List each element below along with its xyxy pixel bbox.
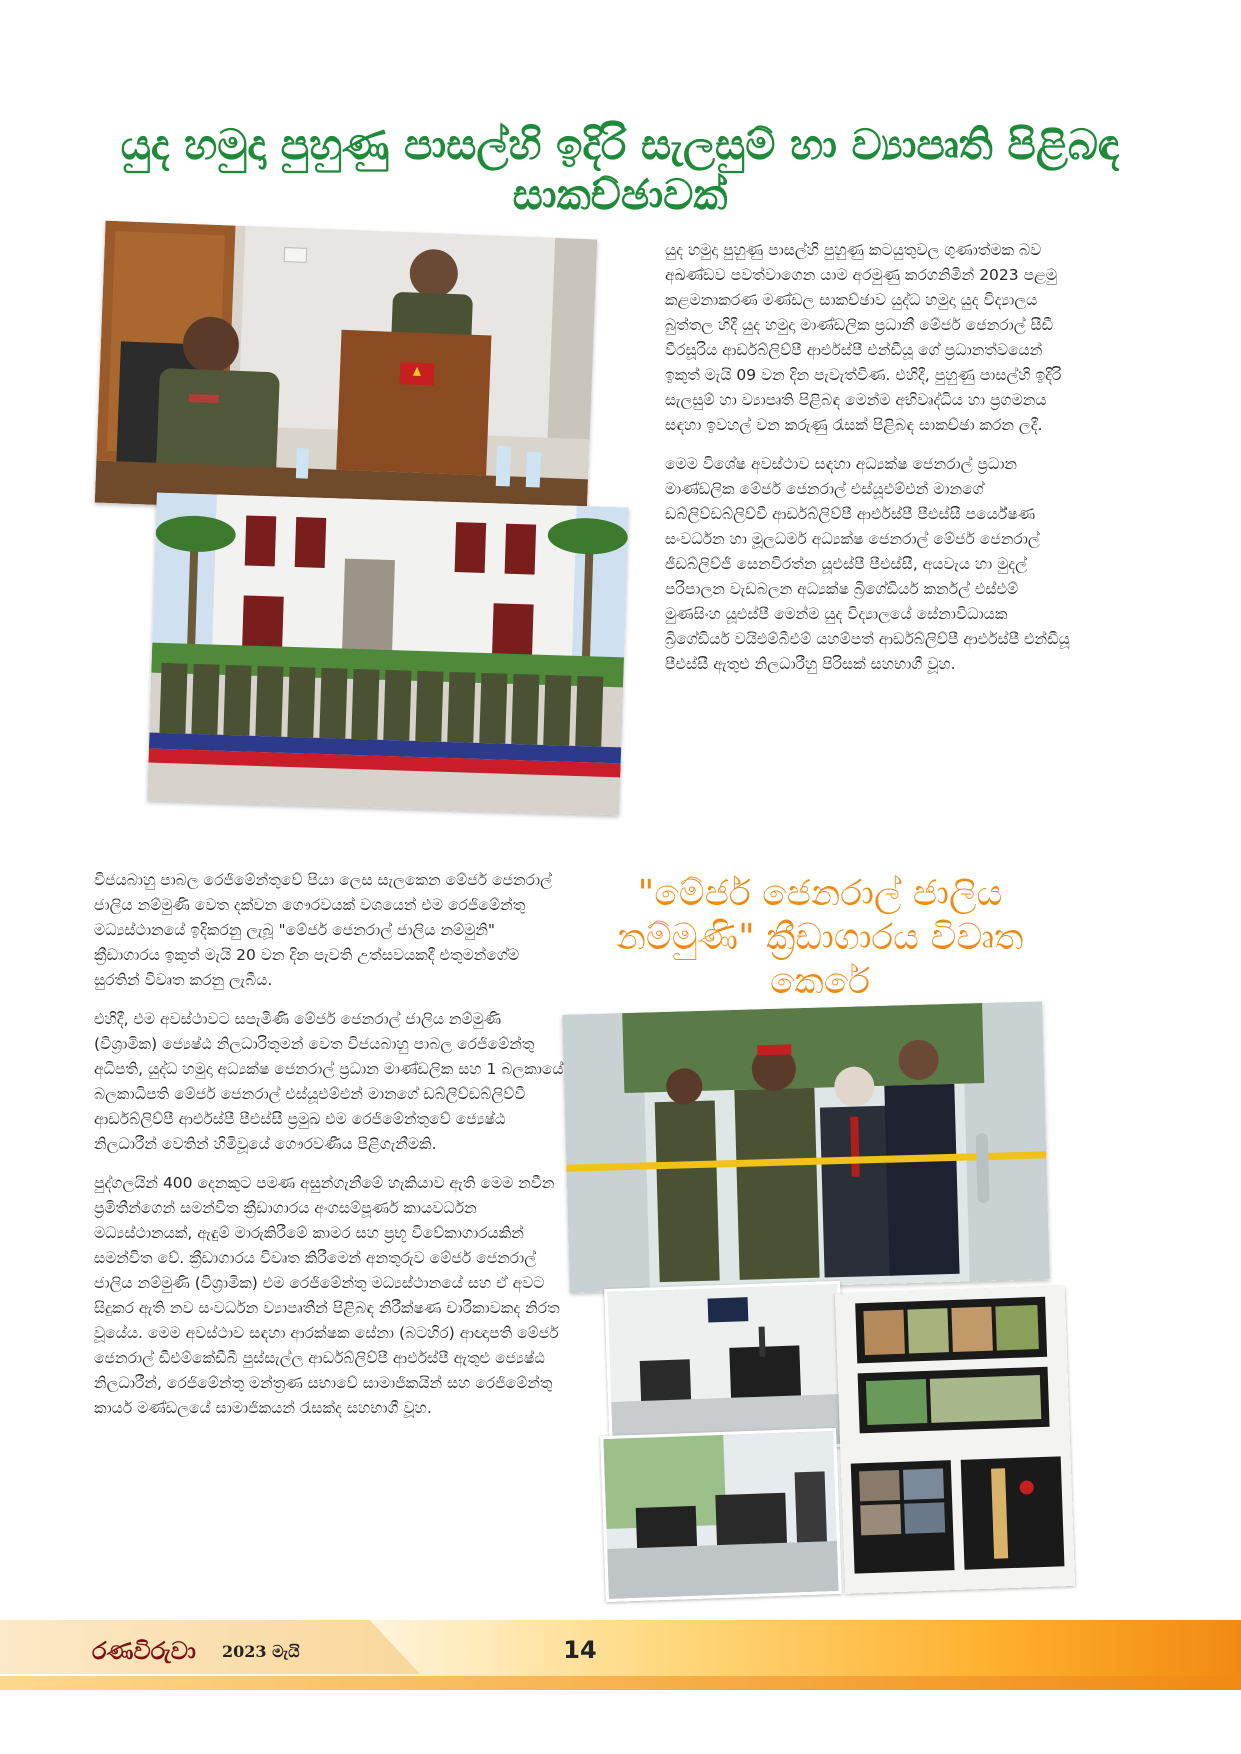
article-2-paragraph: විජයබාහු පාබල රෙජිමේන්තුවේ පියා ලෙස සැලකෙන මේජර් ජෙනරාල් ජාලිය නම්මුණි වෙත දක්වන ගෞරවයක් වශයෙන් එම රෙජිමේන්තු මධ්‍යස්ථානයේ ඉදිකරනු ලැබූ "මේජර් ජෙනරාල් ජාලිය නම්මුනි" ක්‍රීඩාගාරය ඉකුත් මැයි 20 වන දින පැවති උත්සවයකදී එතුමන්ගේම සුරතින් විවෘත කරනු ලැබීය. (94, 871, 552, 989)
article-1-headline: යුද හමුදා පුහුණු පාසල්හි ඉදිරි සැලසුම් හා ව්‍යාපෘති පිළිබඳ සාකච්ඡාවක් (120, 120, 1120, 219)
page-number: 14 (563, 1636, 597, 1664)
footer-stripe (0, 1676, 1241, 1690)
magazine-logo: රණවිරුවා (92, 1636, 196, 1665)
framed-photos-wall (835, 1286, 1075, 1594)
article-2-paragraph: එහිදී, එම අවස්ථාවට සපැමිණි මේජර් ජෙනරාල් ජාලිය නම්මුණි (විශ්‍රාමික) ජ්‍යෙෂ්ඨ නිලධාරිතුමන් වෙත විජයබාහු පාබල රෙජිමේන්තු අධිපති, යුද්ධ හමුදා අධ්‍යක්ෂ ජෙනරාල් ප්‍රධාන මාණ්ඩලික සහ 1 බලකායේ බලකාධිපති මේජර් ජෙනරාල් එස්යූඑම්එන් මානගේ ඩබ්ලිව්ඩබ්ලිව්වී ආර්ඩබ්ලිව්පී ආර්එස්පී පීඑස්සී ප්‍රමුඛ එම රෙජිමේන්තුවේ ජ්‍යෙෂ්ඨ නිලධාරීන් වෙතින් හිමිවූයේ ගෞරවණීය පිළිගැනීමකි. (94, 1010, 564, 1153)
footer-band (0, 1620, 420, 1674)
ribbon-cutting-photo (562, 1001, 1050, 1292)
article-2-paragraph: පුද්ගලයින් 400 දෙනකුට පමණ අසුන්ගැනීමේ හැකියාව ඇති මෙම නවීන ප්‍රමිතීන්ගෙන් සමන්විත ක්‍රීඩාගාරය අංගසම්පූර්ණ කායවර්ධන මධ්‍යස්ථානයක්, ඇඳුම් මාරුකිරීමේ කාමර සහ ප්‍රභූ විවේකාගාරයකින් සමන්විත වේ. ක්‍රීඩාගාරය විවෘත කිරීමෙන් අනතුරුව මේජර් ජෙනරාල් ජාලිය නම්මුණි (විශ්‍රාමික) එම රෙජිමේන්තු මධ්‍යස්ථානයේ සහ ඒ අවට සිදුකර ඇති නව සංවර්ධන ව්‍යාපෘතීන් පිළිබඳ නිරීක්ෂණ චාරිකාවකද නිරත වූයේය. මෙම අවස්ථාව සඳහා ආරක්ෂක සේනා (බටහිර) ආඥාපති මේජර් ජෙනරාල් ඩීඑම්කේඩීබී පුස්සැල්ල ආර්ඩබ්ලිව්පී ආර්එස්පී ඇතුළු ජ්‍යෙෂ්ඨ නිලධාරීන්, රෙජිමේන්තු මන්ත්‍රණ සභාවේ සාමාජිකයින් සහ රෙජිමේන්තු කාර්ය මණ්ඩලයේ සාමාජිකයන් රැසක්ද සහභාගී වූහ. (94, 1174, 560, 1417)
article-2-headline: "මේජර් ජෙනරාල් ජාලිය නම්මුණි" ක්‍රීඩාගාරය විවෘත කෙරේ (616, 873, 1024, 1002)
meeting-photo (95, 221, 597, 522)
group-photo (147, 493, 628, 816)
article-1-paragraph: යුද හමුදා පුහුණු පාසල්හි පුහුණු කටයුතුවල ගුණාත්මක බව අඛණ්ඩව පවත්වාගෙන යාම අරමුණු කරගනිමින් 2023 පළමු කළමනාකරණ මණ්ඩල සාකච්ඡාව යුද්ධ හමුදා යුද විද්‍යාලය බුත්තල හිදී යුද හමුදා මාණ්ඩලික ප්‍රධානී මේජර් ජෙනරාල් සීඩී වීරසූරිය ආර්ඩබ්ලිව්පී ආර්එස්පී එන්ඩීයූ ගේ ප්‍රධානත්වයෙන් ඉකුත් මැයි 09 වන දින පැවැත්විණ. එහිදී, පුහුණු පාසල්හි ඉදිරි සැලසුම් හා ව්‍යාපෘති පිළිබඳ මෙන්ම අභිවෘද්ධිය හා ප්‍රගමනය සඳහා ඉවහල් වන කරුණු රැසක් පිළිබඳ සාකච්ඡා කරන ලදී. (665, 241, 1062, 434)
article-1-body (665, 238, 1070, 691)
article-1-paragraph: මෙම විශේෂ අවස්ථාව සඳහා අධ්‍යක්ෂ ජෙනරාල් ප්‍රධාන මාණ්ඩලික මේජර් ජෙනරාල් එස්යූඑම්එන් මානගේ ඩබ්ලිව්ඩබ්ලිව්වී ආර්ඩබ්ලිව්පී ආර්එස්පී පීඑස්සී පර්යේෂණ සංවර්ධන හා මූලධර්ම අධ්‍යක්ෂ ජෙනරාල් මේජර් ජෙනරාල් ජීඩබ්ලිව්ජී සෙනවිරත්න යූඑස්පී පීඑස්සී, අයවැය හා මුදල් පරිපාලන වැඩබලන අධ්‍යක්ෂ බ්‍රිගේඩියර් කර්නල් එස්එම් මුණසිංහ යූඑස්පී මෙන්ම යුද විද්‍යාලයේ සේනාවිධායක බ්‍රිගේඩියර් වයිඑම්බීඑම් යහම්පත් ආර්ඩබ්ලිව්පී ආර්එස්පී එන්ඩීයූ පීඑස්සී ඇතුළු නිලධාරීහු පිරිසක් සහභාගී වූහ. (665, 455, 1070, 673)
issue-date: 2023 මැයි (222, 1642, 300, 1661)
gym-photo (600, 1428, 842, 1602)
article-2-body (94, 868, 564, 1435)
